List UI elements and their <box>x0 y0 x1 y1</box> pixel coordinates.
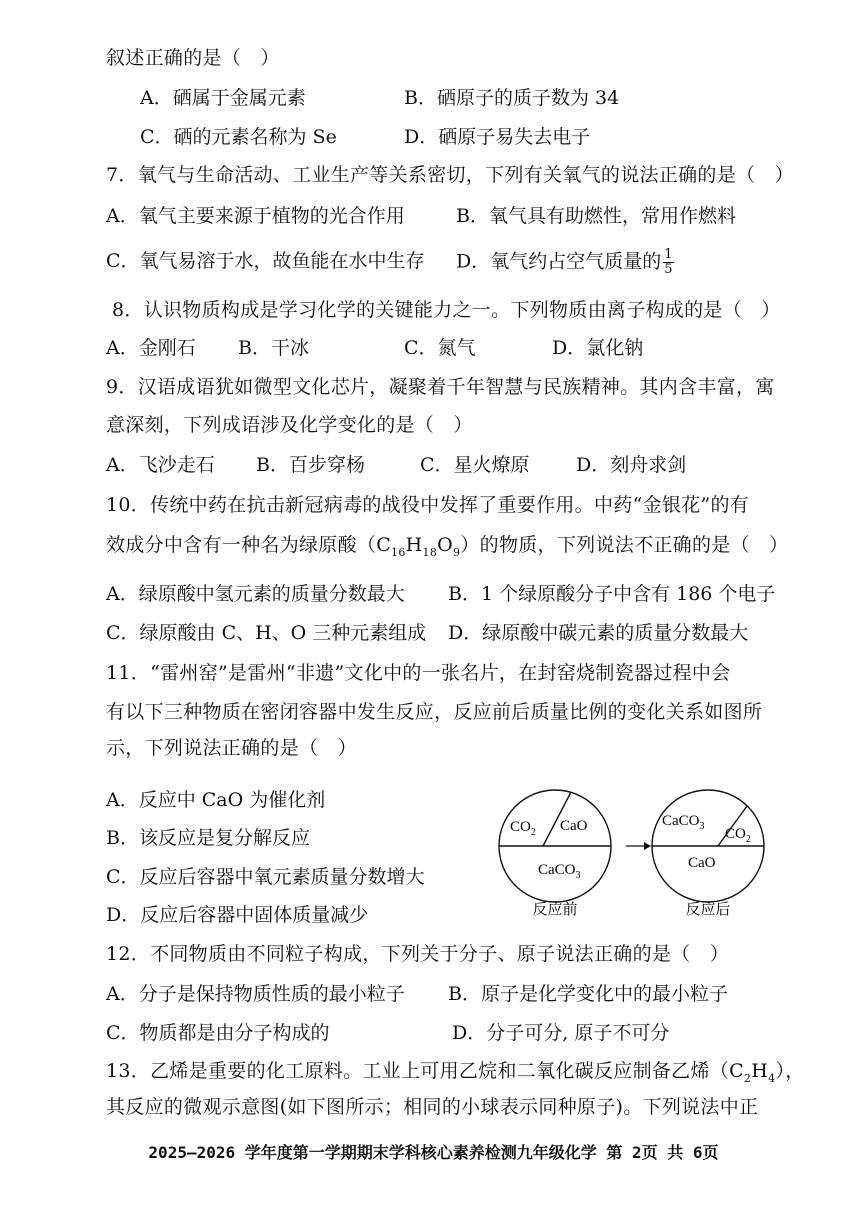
q11-stem-line1: 11．“雷州窑”是雷州“非遗”文化中的一张名片，在封窑烧制瓷器过程中会 <box>106 662 731 684</box>
q7-option-b: B．氧气具有助燃性，常用作燃料 <box>456 205 736 227</box>
q12-option-a: A．分子是保持物质性质的最小粒子 <box>106 983 405 1005</box>
before-label-co2: $CO_2$ <box>510 819 536 838</box>
fraction-one-fifth: $\frac{1}{5}$ <box>664 247 673 277</box>
q10-option-a: A．绿原酸中氢元素的质量分数最大 <box>106 583 405 605</box>
before-caption: 反应前 <box>532 902 578 918</box>
q10-stem-part1: 效成分中含有一种名为绿原酸（C <box>106 534 392 556</box>
q6-option-a: A．硒属于金属元素 <box>140 87 306 109</box>
q12-option-d: D．分子可分, 原子不可分 <box>452 1022 670 1044</box>
after-label-co2: $CO_2$ <box>725 826 751 845</box>
after-label-cao: CaO <box>688 855 716 871</box>
q9-stem-line2: 意深刻，下列成语涉及化学变化的是（ ） <box>106 414 473 436</box>
formula-sub-c: 16 <box>391 545 406 559</box>
q10-option-d: D．绿原酸中碳元素的质量分数最大 <box>448 622 749 644</box>
q12-option-c: C．物质都是由分子构成的 <box>106 1022 330 1044</box>
q9-option-b: B．百步穿杨 <box>256 454 365 476</box>
q11-option-c: C．反应后容器中氧元素质量分数增大 <box>106 866 425 888</box>
after-label-caco3: CaCO$_3$ <box>662 813 705 832</box>
q6-option-c: C．硒的元素名称为 Se <box>140 126 337 148</box>
q8-option-a: A．金刚石 <box>106 337 196 359</box>
q6-option-d: D．硒原子易失去电子 <box>404 126 591 148</box>
q13-formula-h: H <box>751 1060 769 1082</box>
q13-stem-part2: ）， <box>775 1060 805 1082</box>
q10-stem-line2 <box>106 532 788 566</box>
before-label-cao: CaO <box>560 818 588 834</box>
q9-option-d: D．刻舟求剑 <box>576 454 687 476</box>
q8-option-c: C．氮气 <box>404 337 476 359</box>
formula-h: H <box>405 534 423 556</box>
q12-option-b: B．原子是化学变化中的最小粒子 <box>448 983 728 1005</box>
arrow-icon <box>626 842 651 850</box>
q8-stem: 8．认识物质构成是学习化学的关键能力之一。下列物质由离子构成的是（ ） <box>112 299 781 321</box>
q13-stem-line1 <box>106 1058 805 1092</box>
q11-stem-line3: 示，下列说法正确的是（ ） <box>106 737 357 759</box>
q11-option-b: B．该反应是复分解反应 <box>106 827 310 849</box>
q6-option-b: B．硒原子的质子数为 34 <box>404 87 620 109</box>
q13-stem-part1: 13．乙烯是重要的化工原料。工业上可用乙烷和二氧化碳反应制备乙烯（C <box>106 1060 744 1082</box>
q9-stem-line1: 9．汉语成语犹如微型文化芯片，凝聚着千年智慧与民族精神。其内含丰富，寓 <box>106 376 775 398</box>
q10-stem-part2: ）的物质，下列说法不正确的是（ ） <box>460 534 789 556</box>
q7-option-c: C．氧气易溶于水，故鱼能在水中生存 <box>106 250 425 272</box>
q11-option-d: D．反应后容器中固体质量减少 <box>106 904 369 926</box>
q10-stem-line1: 10．传统中药在抗击新冠病毒的战役中发挥了重要作用。中药“金银花”的有 <box>106 494 750 516</box>
q7-option-a: A．氧气主要来源于植物的光合作用 <box>106 205 405 227</box>
q7-stem: 7．氧气与生命活动、工业生产等关系密切，下列有关氧气的说法正确的是（ ） <box>106 164 794 186</box>
q9-option-a: A．飞沙走石 <box>106 454 215 476</box>
q7-option-d-text: D．氧气约占空气质量的 <box>456 250 662 273</box>
formula-sub-o: 9 <box>453 545 461 559</box>
q13-sub-h: 4 <box>768 1071 776 1085</box>
q8-option-b: B．干冰 <box>238 337 309 359</box>
q8-option-d: D．氯化钠 <box>552 337 644 359</box>
q6-stem-tail: 叙述正确的是（ ） <box>106 47 280 69</box>
before-label-caco3: CaCO$_3$ <box>538 862 581 881</box>
q11-stem-line2: 有以下三种物质在密闭容器中发生反应，反应前后质量比例的变化关系如图所 <box>106 701 763 723</box>
after-pie <box>652 790 764 918</box>
q13-sub-c: 2 <box>743 1071 752 1085</box>
q10-option-b: B．1 个绿原酸分子中含有 186 个电子 <box>448 583 776 605</box>
formula-sub-h: 18 <box>422 545 438 559</box>
q11-option-a: A．反应中 CaO 为催化剂 <box>106 789 326 811</box>
after-caption: 反应后 <box>685 902 731 918</box>
q9-option-c: C．星火燎原 <box>420 454 530 476</box>
q12-stem: 12．不同物质由不同粒子构成，下列关于分子、原子说法正确的是（ ） <box>106 943 730 965</box>
q13-stem-line2: 其反应的微观示意图(如下图所示；相同的小球表示同种原子)。下列说法中正 <box>106 1096 759 1118</box>
reaction-ratio-diagram <box>492 786 782 922</box>
q7-option-d <box>456 248 674 277</box>
q10-option-c: C．绿原酸由 C、H、O 三种元素组成 <box>106 622 427 644</box>
before-pie <box>499 790 611 918</box>
formula-o: O <box>437 534 454 556</box>
page-footer: 2025—2026 学年度第一学期期末学科核心素养检测九年级化学 第 2页 共 6页 <box>148 1143 719 1162</box>
